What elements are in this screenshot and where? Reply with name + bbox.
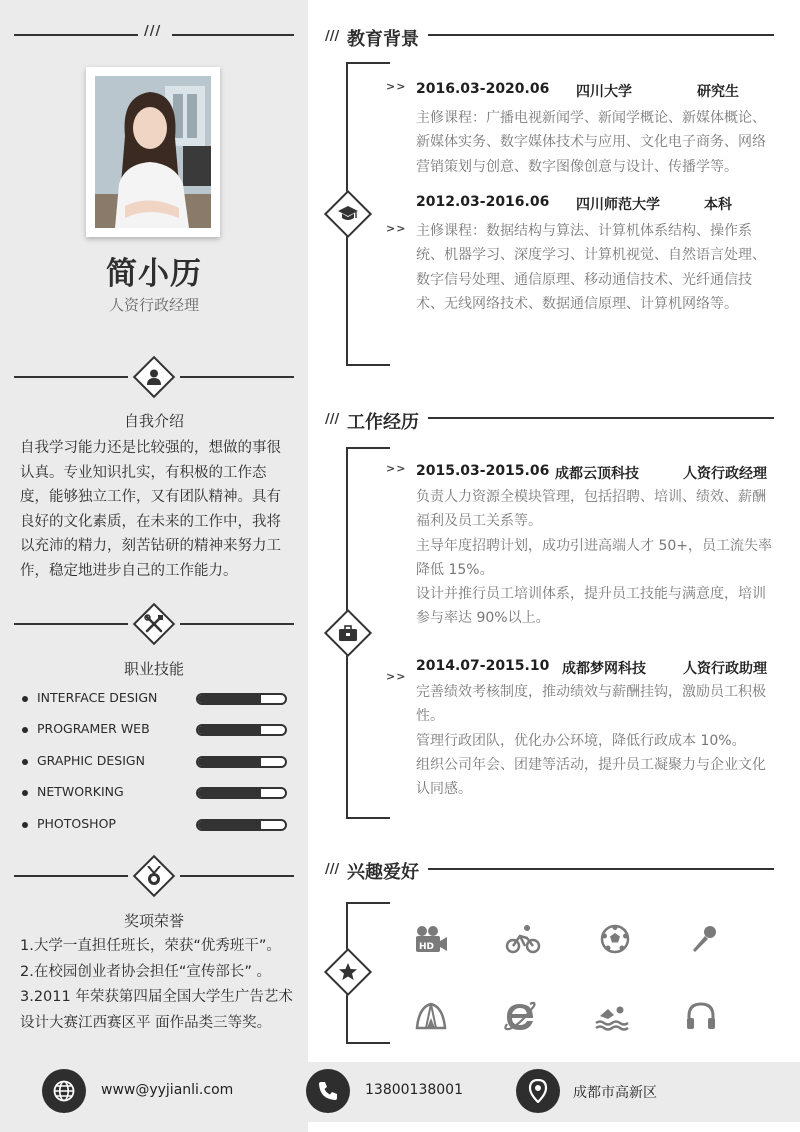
hobbies-mark: /// [325,862,340,877]
awards-rule-left [14,875,128,877]
medal-icon [139,861,169,891]
skill-bullet [22,727,28,733]
skill-bullet [22,822,28,828]
profile-photo-frame [86,67,220,237]
skill-bar [196,787,287,799]
skill-name: PHOTOSHOP [37,816,116,831]
work-duty: 完善绩效考核制度，推动绩效与薪酬挂钩，激励员工积极性。 [416,684,766,725]
skill-name: NETWORKING [37,784,124,799]
education-school: 四川师范大学 [576,197,660,213]
address-text: 成都市高新区 [573,1085,657,1101]
awards-rule-right [180,875,294,877]
intro-title: 自我介绍 [123,412,184,430]
work-description [416,680,774,801]
work-period: 2014.07-2015.10 [416,658,550,674]
skill-row [20,689,290,709]
skill-bar [196,819,287,831]
skills-title: 职业技能 [123,660,184,678]
entry-arrow: >> [386,80,407,93]
svg-text:HD: HD [419,942,435,952]
work-title: 工作经历 [347,412,419,433]
education-period: 2012.03-2016.06 [416,194,550,210]
person-name: 简小历 [106,256,202,292]
skill-bar-fill [198,789,261,797]
intro-rule-right [180,376,294,378]
top-mark: /// [144,24,162,39]
education-mark: /// [325,29,340,44]
skills-rule-left [14,623,128,625]
cycling-icon [503,919,543,959]
star-icon [331,955,365,989]
skill-bullet [22,759,28,765]
skill-row [20,815,290,835]
briefcase-icon [331,616,365,650]
profile-photo-illustration [95,76,211,228]
intro-rule-left [14,376,128,378]
graduation-cap-icon [331,197,365,231]
work-duty: 负责人力资源全模块管理，包括招聘、培训、绩效、薪酬福利及员工关系等。 [416,489,766,530]
football-icon [595,919,635,959]
education-degree: 研究生 [697,84,739,100]
intro-text: 自我学习能力还是比较强的，想做的事很认真。专业知识扎实，有积极的工作态度，能够独立工作，又有团队精神。具有良好的文化素质，在未来的工作中，我将以充沛的精力，刻苦钻研的精神来努力工作，稳定地进步自己的工作能力。 [20,440,281,579]
location-pin-icon [516,1069,560,1113]
award-item: 1.大学一直担任班长，荣获“优秀班干”。 [20,938,281,954]
website-text[interactable]: www@yyjianli.com [101,1082,234,1098]
skill-row [20,720,290,740]
skill-bullet [22,696,28,702]
work-duty: 设计并推行员工培训体系，提升员工技能与满意度，培训参与率达 90%以上。 [416,586,766,627]
skill-bar-fill [198,695,261,703]
work-position: 人资行政助理 [683,661,767,677]
education-degree: 本科 [704,197,732,213]
skill-name: INTERFACE DESIGN [37,690,158,705]
phone-icon [306,1069,350,1113]
profile-photo [95,76,211,228]
work-mark: /// [325,412,340,427]
skill-bar [196,756,287,768]
microphone-icon [684,919,724,959]
skill-row [20,752,290,772]
skill-bar-fill [198,821,261,829]
education-school: 四川大学 [576,84,632,100]
award-item: 2.在校园创业者协会担任“宣传部长” 。 [20,963,271,980]
education-description: 主修课程：数据结构与算法、计算机体系结构、操作系统、机器学习、深度学习、计算机视觉、自然语言处理、数字信号处理、通信原理、移动通信技术、光纤通信技术、无线网络技术、数据通信原理、计算机网络等。 [416,223,766,312]
top-rule-left [14,34,138,36]
education-title: 教育背景 [347,29,419,50]
swimming-icon [592,996,632,1036]
entry-arrow: >> [386,670,407,683]
education-period: 2016.03-2020.06 [416,81,550,97]
sidebar [0,0,308,1132]
skill-bullet [22,790,28,796]
globe-icon [42,1069,86,1113]
work-period: 2015.03-2015.06 [416,463,550,479]
headphones-icon [681,996,721,1036]
work-duty: 主导年度招聘计划，成功引进高端人才 50+，员工流失率降低 15%。 [416,537,772,578]
skill-bar [196,693,287,705]
tent-icon [411,996,451,1036]
awards-list [20,934,295,1036]
phone-text[interactable]: 13800138001 [365,1082,463,1098]
work-rule [428,417,774,419]
work-duty: 组织公司年会、团建等活动，提升员工凝聚力与企业文化认同感。 [416,756,766,798]
work-company: 成都梦网科技 [562,661,646,677]
entry-arrow: >> [386,222,407,235]
contact-footer [0,1062,800,1122]
award-item: 3.2011 年荣获第四届全国大学生广告艺术设计大赛江西赛区平 面作品类三等奖。 [20,989,293,1031]
work-description [416,485,774,631]
entry-arrow: >> [386,462,407,475]
hobbies-rule [428,868,774,870]
job-title: 人资行政经理 [108,296,199,314]
hobbies-title: 兴趣爱好 [347,862,419,883]
video-camera-icon [411,919,451,959]
awards-title: 奖项荣誉 [123,912,184,930]
internet-explorer-icon [500,996,540,1036]
skill-name: PROGRAMER WEB [37,721,150,736]
work-duty: 管理行政团队，优化办公环境，降低行政成本 10%。 [416,732,746,749]
skill-bar [196,724,287,736]
skill-row [20,783,290,803]
skill-name: GRAPHIC DESIGN [37,753,145,768]
work-position: 人资行政经理 [683,466,767,482]
work-company: 成都云顶科技 [555,466,639,482]
person-icon [139,362,169,392]
skill-bar-fill [198,726,261,734]
tools-icon [139,609,169,639]
education-rule [428,34,774,36]
education-description: 主修课程：广播电视新闻学、新闻学概论、新媒体概论、新媒体实务、数字媒体技术与应用、文化电子商务、网络营销策划与创意、数字图像创意与设计、传播学等。 [416,110,766,175]
skill-bar-fill [198,758,261,766]
skills-rule-right [180,623,294,625]
top-rule-right [172,34,294,36]
